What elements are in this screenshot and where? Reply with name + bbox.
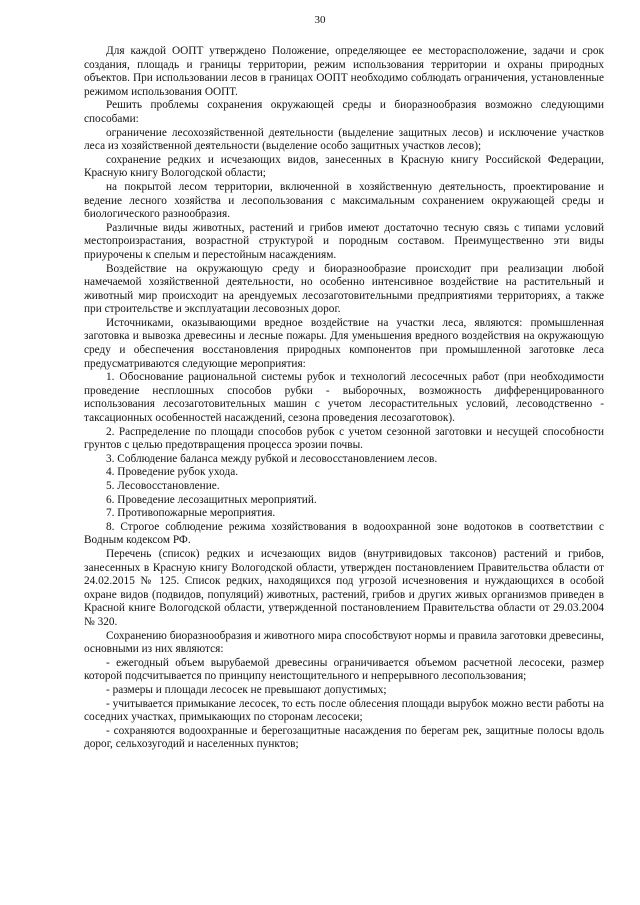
paragraph-oopt-regulation: Для каждой ООПТ утверждено Положение, определяющее ее месторасположение, задачи и срок создания, площадь и границы территории, режим использования территории и охраны природных объектов. При использовании лесов в границах ООПТ необходимо соблюдать ограничения, установленные режимом использования ООПТ. — [84, 45, 604, 98]
page-number: 30 — [314, 14, 326, 26]
measure-item-3: 3. Соблюдение баланса между рубкой и лесовосстановлением лесов. — [106, 452, 438, 465]
measure-item-8: 8. Строгое соблюдение режима хозяйствования в водоохранной зоне водотоков в соответствии с Водным кодексом РФ. — [84, 520, 604, 547]
paragraph-harvest-rules-intro: Сохранению биоразнообразия и животного мира способствуют нормы и правила заготовки древесины, основными из них являются: — [84, 629, 604, 656]
paragraph-restriction: ограничение лесохозяйственной деятельности (выделение защитных лесов) и исключение участков леса из хозяйственной деятельности (выделение особо защитных участков лесов); — [84, 126, 604, 153]
paragraph-impact: Воздействие на окружающую среду и биоразнообразие происходит при реализации любой намечаемой хозяйственной деятельности, но особенно интенсивное воздействие на растительный и животный мир происходит на арендуемых лесозаготовительными предприятиями территориях, а также при строительстве и эксплуатации лесовозных дорог. — [84, 262, 604, 316]
rule-item-annual-volume: - ежегодный объем вырубаемой древесины ограничивается объемом расчетной лесосеки, размер которой подсчитывается по принципу неистощительного и непрерывного лесопользования; — [84, 656, 604, 683]
measure-item-6: 6. Проведение лесозащитных мероприятий. — [106, 493, 317, 506]
paragraph-sources-of-harm: Источниками, оказывающими вредное воздействие на участки леса, являются: промышленная заготовка и вывозка древесины и лесные пожары. Для уменьшения вредного воздействия на окружающую среду и обеспечения восстановления природных компонентов при промышленной заготовке леса предусматриваются следующие мероприятия: — [84, 316, 604, 370]
measure-item-4: 4. Проведение рубок ухода. — [106, 466, 239, 479]
paragraph-red-book-list: Перечень (список) редких и исчезающих видов (внутривидовых таксонов) растений и грибов, занесенных в Красную книгу Вологодской области, утвержден постановлением Правительства области от 24.02.2015 № 125. Список редких, находящихся под угрозой исчезновения и нуждающихся в особой охране видов (подвидов, популяций) животных, растений, грибов и других живых организмов приведен в Красной книге Вологодской области, утвержденной постановлением Правительства области от 29.03.2004 № 320. — [84, 547, 604, 628]
paragraph-rare-species: сохранение редких и исчезающих видов, занесенных в Красную книгу Российской Федерации, Красную книгу Вологодской области; — [84, 153, 604, 180]
rule-item-protective-stands: - сохраняются водоохранные и берегозащитные насаждения по берегам рек, защитные полосы вдоль дорог, сельхозугодий и населенных пунктов; — [84, 724, 604, 751]
rule-item-adjacency: - учитывается примыкание лесосек, то есть после облесения площади вырубок можно вести работы на соседних участках, примыкающих по сторонам лесосеки; — [84, 697, 604, 724]
paragraph-forest-management: на покрытой лесом территории, включенной в хозяйственную деятельность, проектирование и ведение лесного хозяйства и лесопользования с максимальным сохранением окружающей среды и биологического разнообразия. — [84, 180, 604, 221]
paragraph-solutions-intro: Решить проблемы сохранения окружающей среды и биоразнообразия возможно следующими способами: — [84, 99, 604, 125]
measure-item-7: 7. Противопожарные мероприятия. — [106, 507, 276, 520]
measure-item-1: 1. Обоснование рациональной системы рубок и технологий лесосечных работ (при необходимости проведение несплошных способов рубки - выборочных, возможность дифференцированного использования лесозаготовительных машин с учетом лесорастительных условий, лесоводственно - таксационных особенностей насаждений, сезона проведения лесозаготовок). — [84, 371, 604, 425]
measure-item-5: 5. Лесовосстановление. — [106, 480, 220, 492]
measure-item-2: 2. Распределение по площади способов рубок с учетом сезонной заготовки и несущей способности грунтов с целью предотвращения процесса эрозии почвы. — [84, 425, 604, 452]
paragraph-species-habitat: Различные виды животных, растений и грибов имеют достаточно тесную связь с типами условий местопроизрастания, возрастной структурой и породным составом. Преимущественно эти виды приурочены к спелым и перестойным насаждениям. — [84, 221, 604, 261]
document-body — [84, 45, 604, 752]
rule-item-cutting-size: - размеры и площади лесосек не превышают допустимых; — [106, 683, 387, 696]
